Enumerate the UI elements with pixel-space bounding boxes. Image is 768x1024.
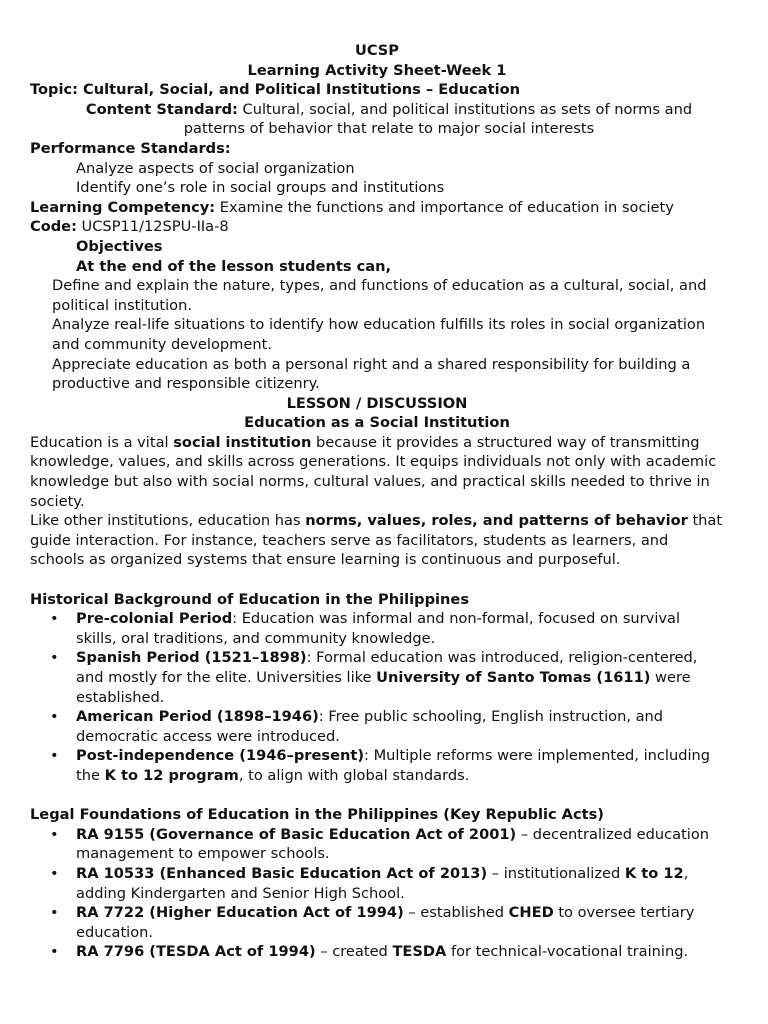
document-body <box>30 41 724 962</box>
objective-item: Define and explain the nature, types, and functions of education as a cultural, social, and political institution. <box>52 277 707 314</box>
lesson-paragraph: Education is a vital social institution because it provides a structured way of transmitting knowledge, values, and skills across generations. It equips individuals not only with academic knowledge but also with social norms, cultural values, and practical skills needed to thrive in society. <box>30 433 717 510</box>
list-item: • RA 7796 (TESDA Act of 1994) – created TESDA for technical-vocational training. <box>50 943 689 961</box>
legal-list <box>30 825 724 962</box>
list-item: • Post-independence (1946–present): Multiple reforms were implemented, including the K to 12 program, to align with global standards. <box>50 747 711 784</box>
list-item: • Spanish Period (1521–1898): Formal education was introduced, religion-centered, and mostly for the elite. Universities like University of Santo Tomas (1611) were established. <box>50 649 698 706</box>
content-standard: Content Standard: Cultural, social, and political institutions as sets of norms and patterns of behavior that relate to major social interests <box>85 100 693 138</box>
performance-item: Analyze aspects of social organization <box>76 159 355 177</box>
list-item: • Pre-colonial Period: Education was informal and non-formal, focused on survival skills, oral traditions, and community knowledge. <box>50 610 681 647</box>
performance-standards-label: Performance Standards: <box>30 139 231 157</box>
bullet-icon: • <box>50 649 59 667</box>
lesson-heading: LESSON / DISCUSSION <box>286 394 468 412</box>
performance-item: Identify one’s role in social groups and institutions <box>76 179 445 197</box>
topic-line: Topic: Cultural, Social, and Political Institutions – Education <box>30 81 521 99</box>
lesson-paragraph: Like other institutions, education has norms, values, roles, and patterns of behavior that guide interaction. For instance, teachers serve as facilitators, students as learners, and schools as organized systems that ensure learning is continuous and purposeful. <box>30 512 723 569</box>
competency-code: Code: UCSP11/12SPU-IIa-8 <box>30 218 229 236</box>
list-item: • RA 10533 (Enhanced Basic Education Act of 2013) – institutionalized K to 12, adding Kindergarten and Senior High School. <box>50 864 689 902</box>
list-item: • American Period (1898–1946): Free public schooling, English instruction, and democratic access were introduced. <box>50 708 664 745</box>
history-list <box>30 609 724 785</box>
objectives-intro: At the end of the lesson students can, <box>76 257 392 275</box>
legal-heading: Legal Foundations of Education in the Philippines (Key Republic Acts) <box>30 806 604 824</box>
objective-item: Analyze real-life situations to identify how education fulfills its roles in social organization and community development. <box>52 316 706 353</box>
doc-title: UCSP <box>354 42 400 59</box>
bullet-icon: • <box>50 904 59 922</box>
bullet-icon: • <box>50 747 59 765</box>
bullet-icon: • <box>50 825 59 843</box>
list-item: • RA 9155 (Governance of Basic Education Act of 2001) – decentralized education management to empower schools. <box>50 825 710 863</box>
bullet-icon: • <box>50 943 59 961</box>
lesson-subheading: Education as a Social Institution <box>244 414 510 432</box>
history-heading: Historical Background of Education in the Philippines <box>30 590 470 608</box>
objective-item: Appreciate education as both a personal right and a shared responsibility for building a productive and responsible citizenry. <box>52 355 691 393</box>
doc-subtitle: Learning Activity Sheet-Week 1 <box>247 61 507 79</box>
bullet-icon: • <box>50 864 59 882</box>
bullet-icon: • <box>50 610 59 628</box>
learning-competency: Learning Competency: Examine the functions and importance of education in society <box>30 198 674 216</box>
list-item: • RA 7722 (Higher Education Act of 1994) – established CHED to oversee tertiary education. <box>50 904 695 941</box>
bullet-icon: • <box>50 708 59 726</box>
objectives-heading: Objectives <box>76 237 163 255</box>
